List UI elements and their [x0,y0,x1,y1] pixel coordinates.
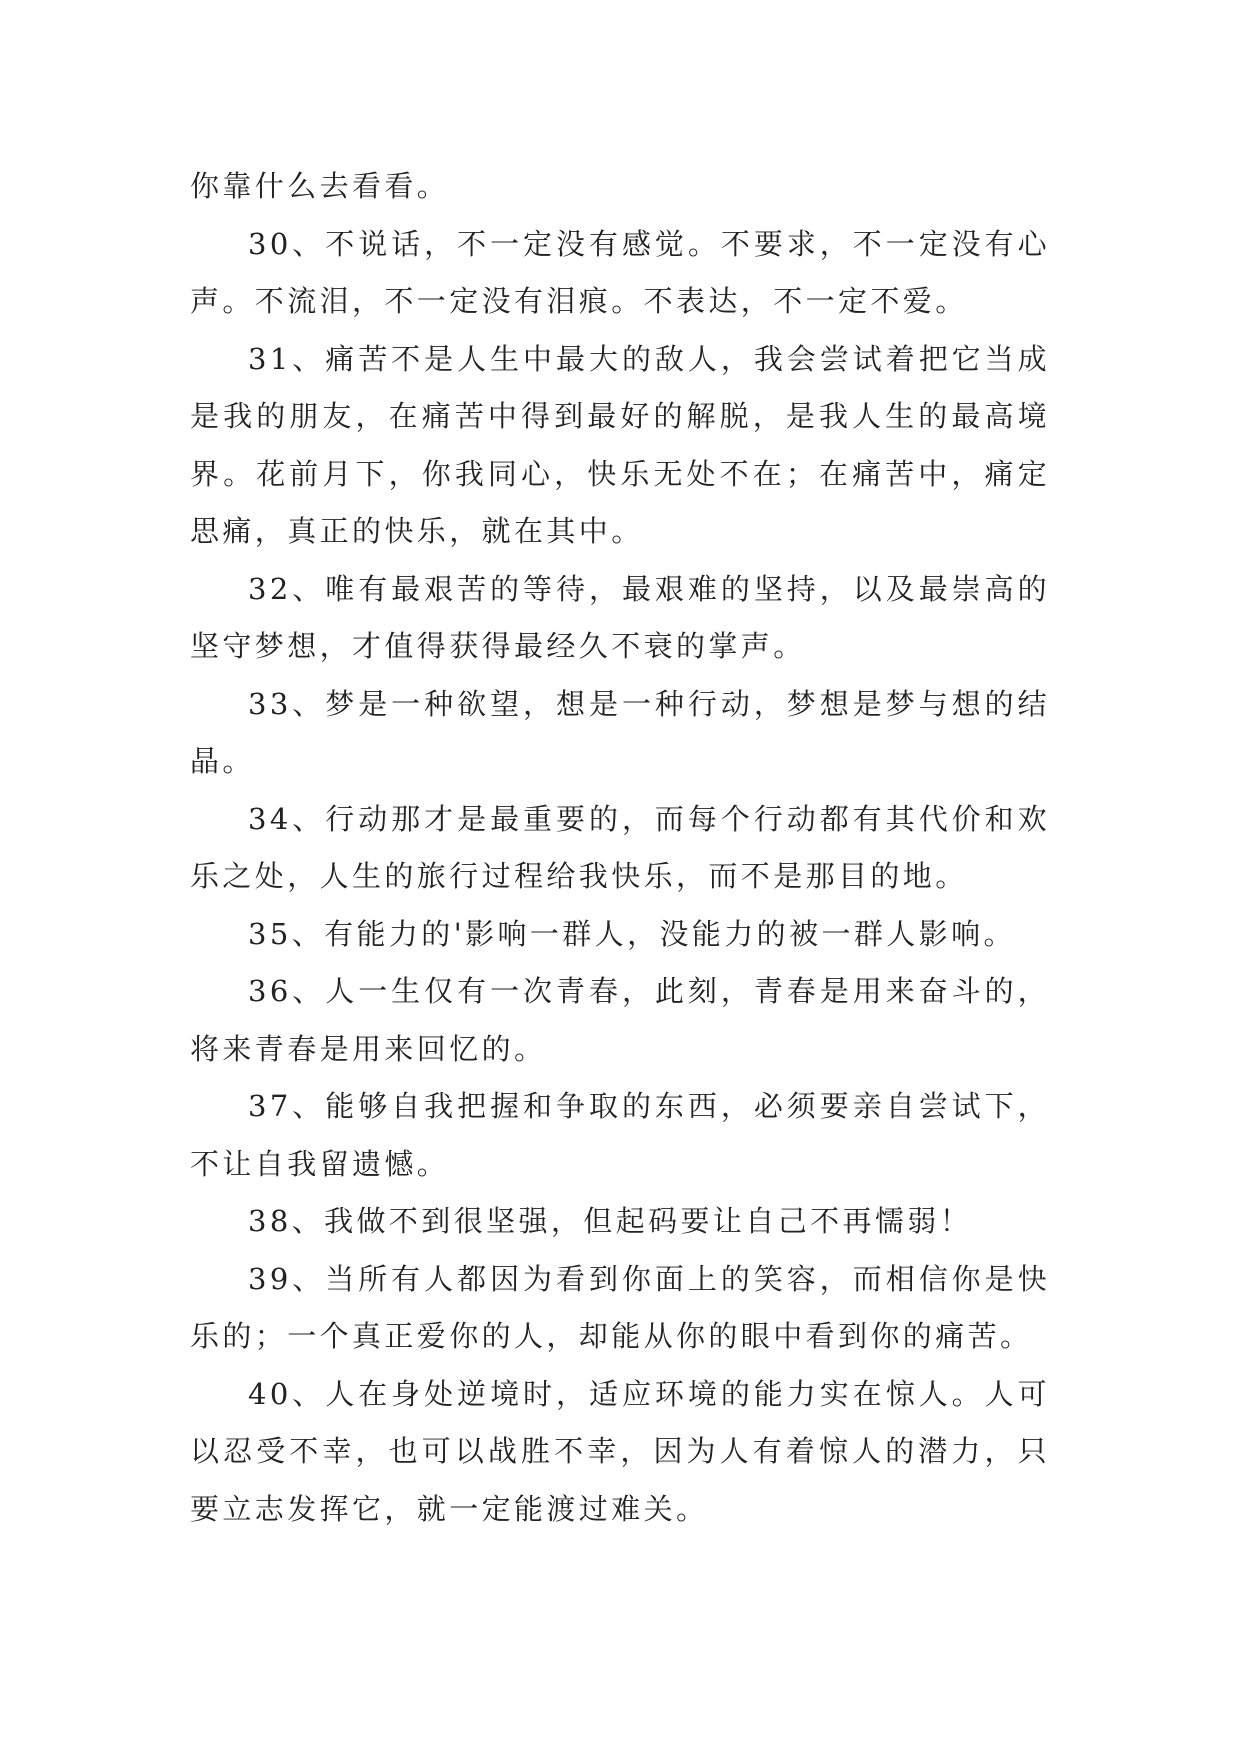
paragraph: 38、我做不到很坚强，但起码要让自己不再懦弱！ [248,1204,973,1238]
document-body [190,158,1050,1538]
paragraph: 30、不说话，不一定没有感觉。不要求，不一定没有心声。不流泪，不一定没有泪痕。不表达，不一定不爱。 [190,226,1050,318]
paragraph: 36、人一生仅有一次青春，此刻，青春是用来奋斗的，将来青春是用来回忆的。 [190,974,1050,1066]
paragraph: 37、能够自我把握和争取的东西，必须要亲自尝试下，不让自我留遗憾。 [190,1089,1050,1181]
paragraph: 31、痛苦不是人生中最大的敌人，我会尝试着把它当成是我的朋友，在痛苦中得到最好的解脱，是我人生的最高境界。花前月下，你我同心，快乐无处不在；在痛苦中，痛定思痛，真正的快乐，就在其中。 [190,341,1050,548]
paragraph: 你靠什么去看看。 [190,169,450,203]
paragraph: 32、唯有最艰苦的等待，最艰难的坚持，以及最崇高的坚守梦想，才值得获得最经久不衰的掌声。 [190,571,1050,663]
paragraph: 34、行动那才是最重要的，而每个行动都有其代价和欢乐之处，人生的旅行过程给我快乐，而不是那目的地。 [190,801,1050,893]
paragraph: 40、人在身处逆境时，适应环境的能力实在惊人。人可以忍受不幸，也可以战胜不幸，因为人有着惊人的潜力，只要立志发挥它，就一定能渡过难关。 [190,1376,1050,1526]
paragraph: 35、有能力的'影响一群人，没能力的被一群人影响。 [248,916,1016,951]
paragraph: 39、当所有人都因为看到你面上的笑容，而相信你是快乐的；一个真正爱你的人，却能从你的眼中看到你的痛苦。 [190,1261,1050,1353]
paragraph: 33、梦是一种欲望，想是一种行动，梦想是梦与想的结晶。 [190,686,1050,778]
